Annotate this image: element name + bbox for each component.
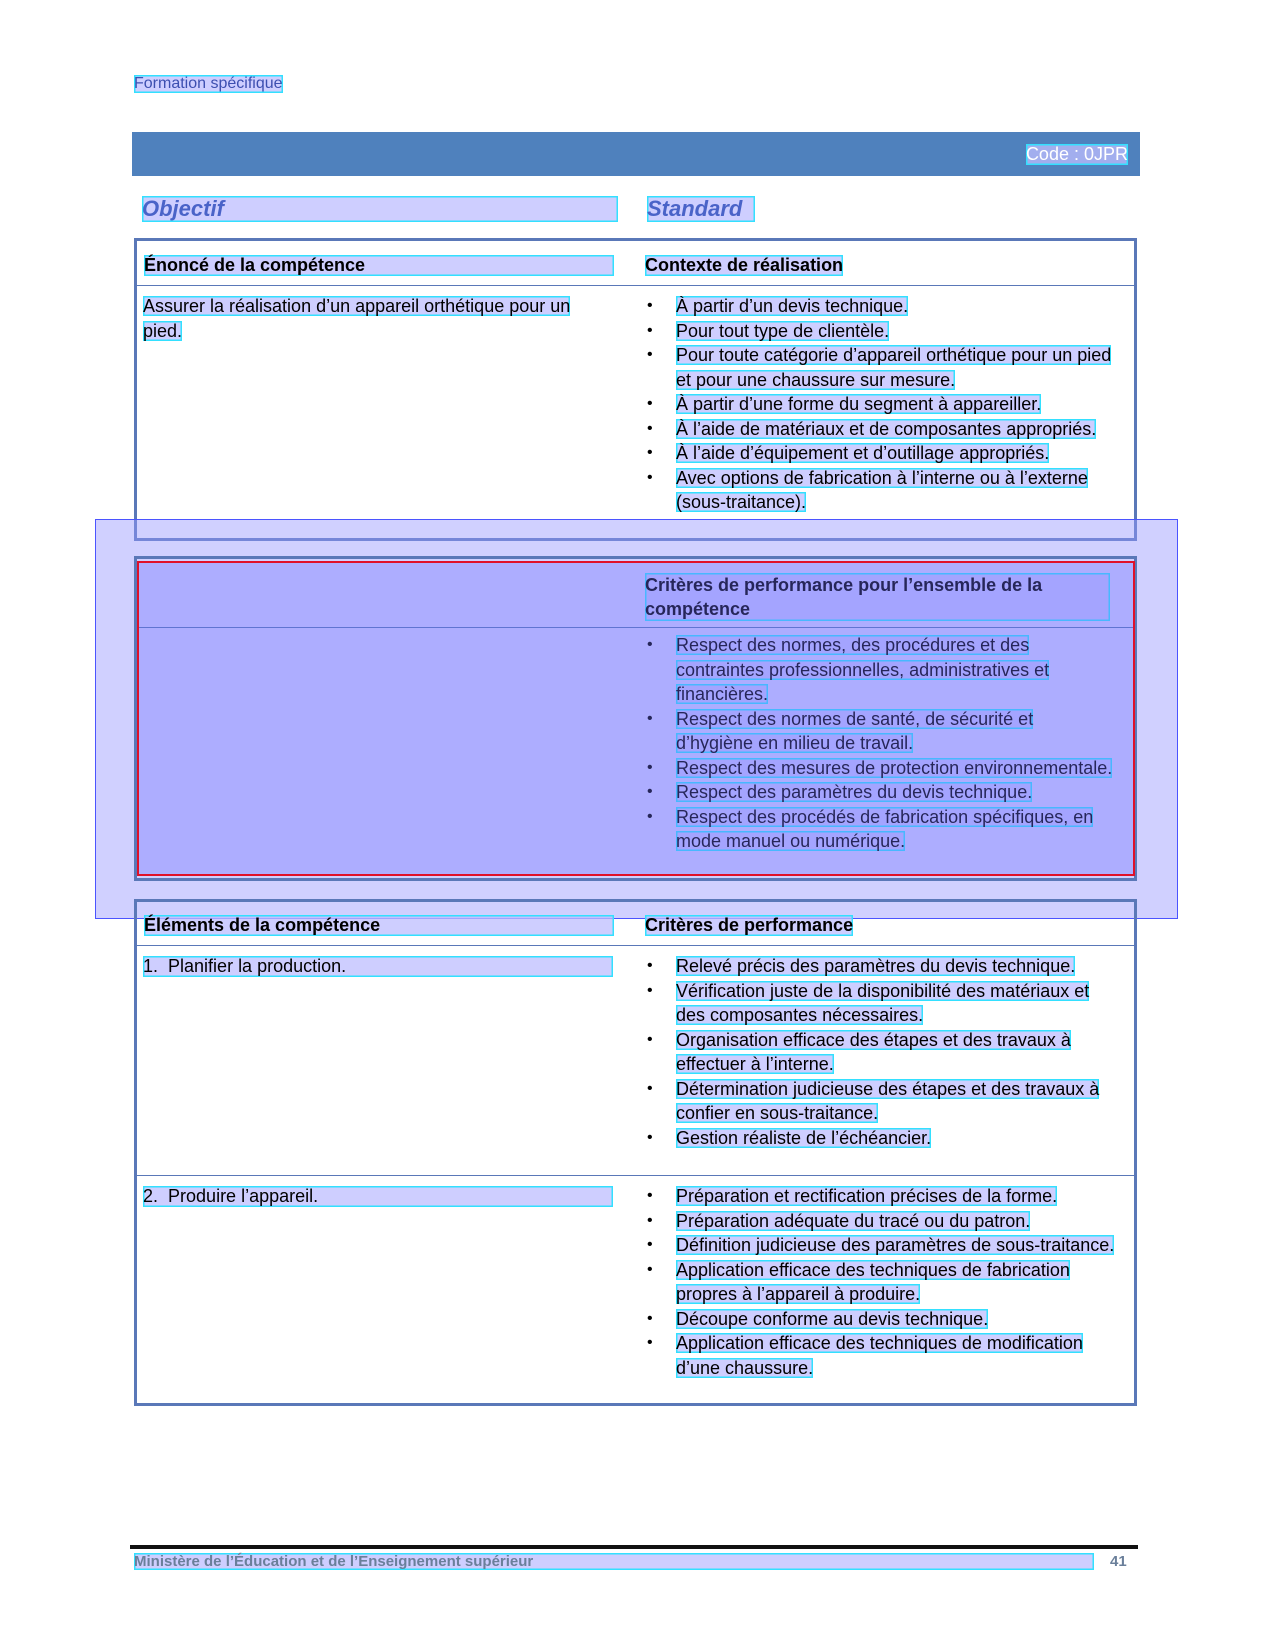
list-item: • Découpe conforme au devis technique. bbox=[645, 1307, 1115, 1332]
list-item: • Respect des normes de santé, de sécurité et d’hygiène en milieu de travail. bbox=[645, 707, 1115, 756]
list-item: • Organisation efficace des étapes et des travaux à effectuer à l’interne. bbox=[645, 1028, 1115, 1077]
list-item: • Vérification juste de la disponibilité des matériaux et des composantes nécessaires. bbox=[645, 979, 1115, 1028]
criteres-header: Critères de performance bbox=[645, 915, 854, 935]
selected-region bbox=[137, 561, 1135, 876]
list-item: • Détermination judicieuse des étapes et des travaux à confier en sous-traitance. bbox=[645, 1077, 1115, 1126]
criteres-list-2 bbox=[645, 1184, 1115, 1380]
enonce-text: Assurer la réalisation d’un appareil orthétique pour un pied. bbox=[143, 296, 571, 341]
list-item: • À l’aide de matériaux et de composantes appropriés. bbox=[645, 417, 1115, 442]
enonce-table bbox=[134, 238, 1137, 541]
list-item: • À partir d’une forme du segment à appareiller. bbox=[645, 392, 1115, 417]
footer-ministry: Ministère de l’Éducation et de l’Enseignement supérieur bbox=[134, 1553, 1094, 1570]
list-item: • Application efficace des techniques de fabrication propres à l’appareil à produire. bbox=[645, 1258, 1115, 1307]
section-objectif: Objectif bbox=[142, 196, 618, 222]
list-item: • Avec options de fabrication à l’interne ou à l’externe (sous-traitance). bbox=[645, 466, 1115, 515]
contexte-list bbox=[645, 294, 1115, 515]
list-item: • Respect des procédés de fabrication spécifiques, en mode manuel ou numérique. bbox=[645, 805, 1115, 854]
section-standard: Standard bbox=[647, 196, 755, 222]
list-item: • Préparation adéquate du tracé ou du patron. bbox=[645, 1209, 1115, 1234]
code-bar bbox=[132, 132, 1140, 176]
list-item: • À partir d’un devis technique. bbox=[645, 294, 1115, 319]
list-item: • Pour toute catégorie d’appareil orthétique pour un pied et pour une chaussure sur mesure. bbox=[645, 343, 1115, 392]
list-item: • Respect des paramètres du devis technique. bbox=[645, 780, 1115, 805]
criteres-list-1 bbox=[645, 954, 1115, 1150]
footer-rule bbox=[130, 1545, 1138, 1549]
list-item: • Pour tout type de clientèle. bbox=[645, 319, 1115, 344]
list-item: • Respect des normes, des procédures et des contraintes professionnelles, administratives et financières. bbox=[645, 633, 1115, 707]
list-item: • Définition judicieuse des paramètres de sous-traitance. bbox=[645, 1233, 1115, 1258]
enonce-header: Énoncé de la compétence bbox=[144, 255, 614, 276]
element-1: 1. Planifier la production. bbox=[143, 956, 613, 977]
list-item: • Application efficace des techniques de modification d’une chaussure. bbox=[645, 1331, 1115, 1380]
list-item: • Gestion réaliste de l’échéancier. bbox=[645, 1126, 1115, 1151]
element-2: 2. Produire l’appareil. bbox=[143, 1186, 613, 1207]
criteres-ensemble-header: Critères de performance pour l’ensemble de la compétence bbox=[645, 573, 1110, 621]
running-title: Formation spécifique bbox=[134, 75, 283, 92]
code-label: Code : 0JPR bbox=[1025, 144, 1128, 164]
page-number: 41 bbox=[1110, 1553, 1127, 1570]
contexte-header: Contexte de réalisation bbox=[645, 255, 844, 275]
list-item: • Préparation et rectification précises de la forme. bbox=[645, 1184, 1115, 1209]
list-item: • Relevé précis des paramètres du devis technique. bbox=[645, 954, 1115, 979]
list-item: • À l’aide d’équipement et d’outillage appropriés. bbox=[645, 441, 1115, 466]
elements-table bbox=[134, 899, 1137, 1406]
elements-header: Éléments de la compétence bbox=[144, 915, 614, 936]
list-item: • Respect des mesures de protection environnementale. bbox=[645, 756, 1115, 781]
